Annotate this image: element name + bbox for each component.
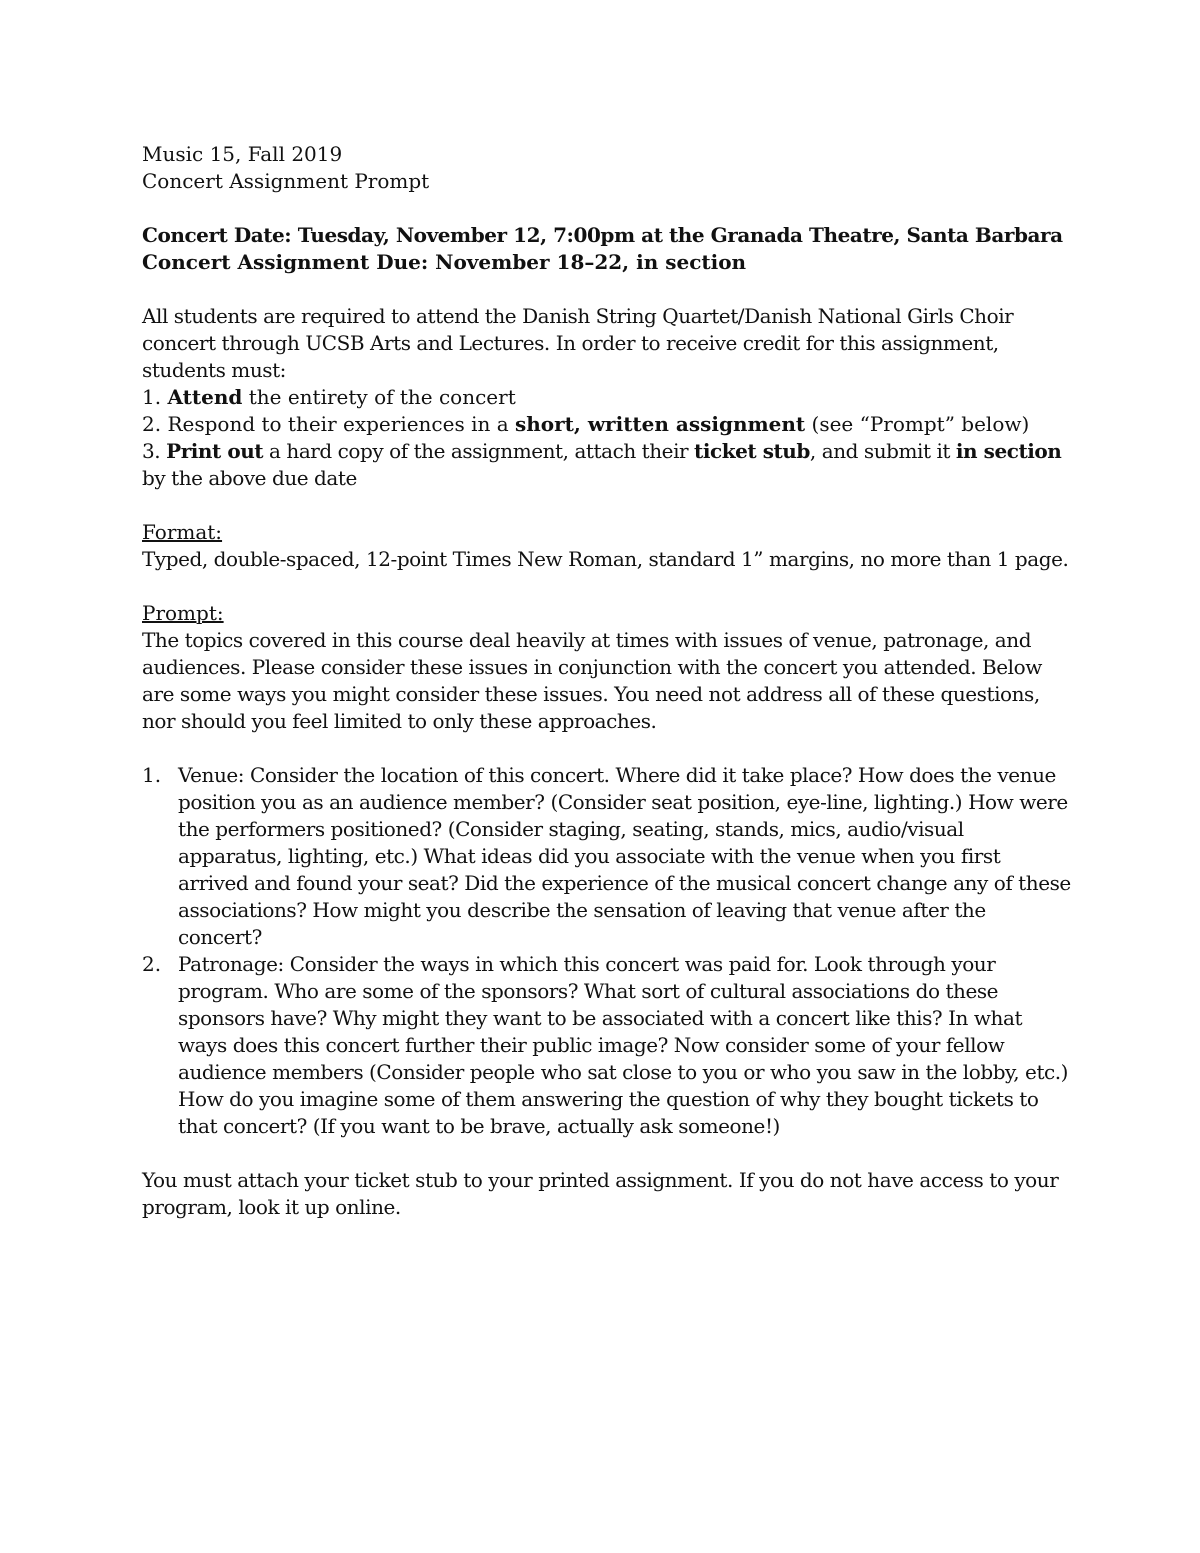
- requirement-3-bold-print: Print out: [166, 439, 264, 463]
- requirement-3: [142, 438, 1072, 492]
- list-item-number: 1.: [142, 763, 162, 787]
- requirement-3-text-end: by the above due date: [142, 466, 357, 490]
- requirement-1-number: 1.: [142, 385, 162, 409]
- list-item-venue-text: Venue: Consider the location of this concert. Where did it take place? How does the venue position you as an audience member? (Consider seat position, eye-line, lighting.) How were the performers positioned? (Consider staging, seating, stands, mics, audio/visual apparatus, lighting, etc.) What ideas did you associate with the venue when you first arrived and found your seat? Did the experience of the musical concert change any of these associations? How might you describe the sensation of leaving that venue after the concert?: [178, 763, 1071, 949]
- requirement-2: [142, 411, 1072, 438]
- document-page: [142, 141, 1072, 1221]
- requirement-3-number: 3.: [142, 439, 161, 463]
- prompt-question-list: [142, 762, 1072, 1140]
- requirement-3-bold-section: in section: [955, 439, 1062, 463]
- requirement-1-bold: Attend: [167, 385, 243, 409]
- course-title: Music 15, Fall 2019: [142, 142, 343, 166]
- requirement-2-bold: short, written assignment: [515, 412, 806, 436]
- assignment-due-line: Concert Assignment Due: November 18–22, in section: [142, 250, 747, 274]
- requirement-1-text: the entirety of the concert: [242, 385, 516, 409]
- requirement-2-text-pre: Respond to their experiences in a: [161, 412, 515, 436]
- closing-paragraph: You must attach your ticket stub to your printed assignment. If you do not have access to your program, look it up online.: [142, 1168, 1059, 1219]
- spacer: [142, 573, 1072, 600]
- intro-paragraph: All students are required to attend the Danish String Quartet/Danish National Girls Choir concert through UCSB Arts and Lectures. In order to receive credit for this assignment, students must:: [142, 304, 1014, 382]
- requirement-3-text-mid1: a hard copy of the assignment, attach their: [263, 439, 695, 463]
- concert-date-line: Concert Date: Tuesday, November 12, 7:00pm at the Granada Theatre, Santa Barbara: [142, 223, 1063, 247]
- spacer: [142, 1140, 1072, 1167]
- list-item: [142, 951, 1072, 1140]
- requirement-1: [142, 384, 1072, 411]
- spacer: [142, 735, 1072, 762]
- list-item: [142, 762, 1072, 951]
- prompt-paragraph: The topics covered in this course deal heavily at times with issues of venue, patronage, and audiences. Please consider these issues in conjunction with the concert you attended. Below are some ways you might consider these issues. You need not address all of these questions, nor should you feel limited to only these approaches.: [142, 628, 1042, 733]
- prompt-heading: Prompt:: [142, 601, 224, 625]
- list-item-patronage-text: Patronage: Consider the ways in which this concert was paid for. Look through your program. Who are some of the sponsors? What sort of cultural associations do these sponsors have? Why might they want to be associated with a concert like this? In what ways does this concert further their public image? Now consider some of your fellow audience members (Consider people who sat close to you or who you saw in the lobby, etc.) How do you imagine some of them answering the question of why they bought tickets to that concert? (If you want to be brave, actually ask someone!): [178, 952, 1069, 1138]
- spacer: [142, 492, 1072, 519]
- list-item-number: 2.: [142, 952, 162, 976]
- assignment-title: Concert Assignment Prompt: [142, 169, 430, 193]
- spacer: [142, 195, 1072, 222]
- format-text: Typed, double-spaced, 12-point Times New Roman, standard 1” margins, no more than 1 page.: [142, 547, 1069, 571]
- spacer: [142, 276, 1072, 303]
- requirement-2-text-post: (see “Prompt” below): [805, 412, 1030, 436]
- requirement-3-bold-ticket: ticket stub: [694, 439, 810, 463]
- format-heading: Format:: [142, 520, 223, 544]
- requirement-2-number: 2.: [142, 412, 162, 436]
- requirement-3-text-mid2: , and submit it: [809, 439, 956, 463]
